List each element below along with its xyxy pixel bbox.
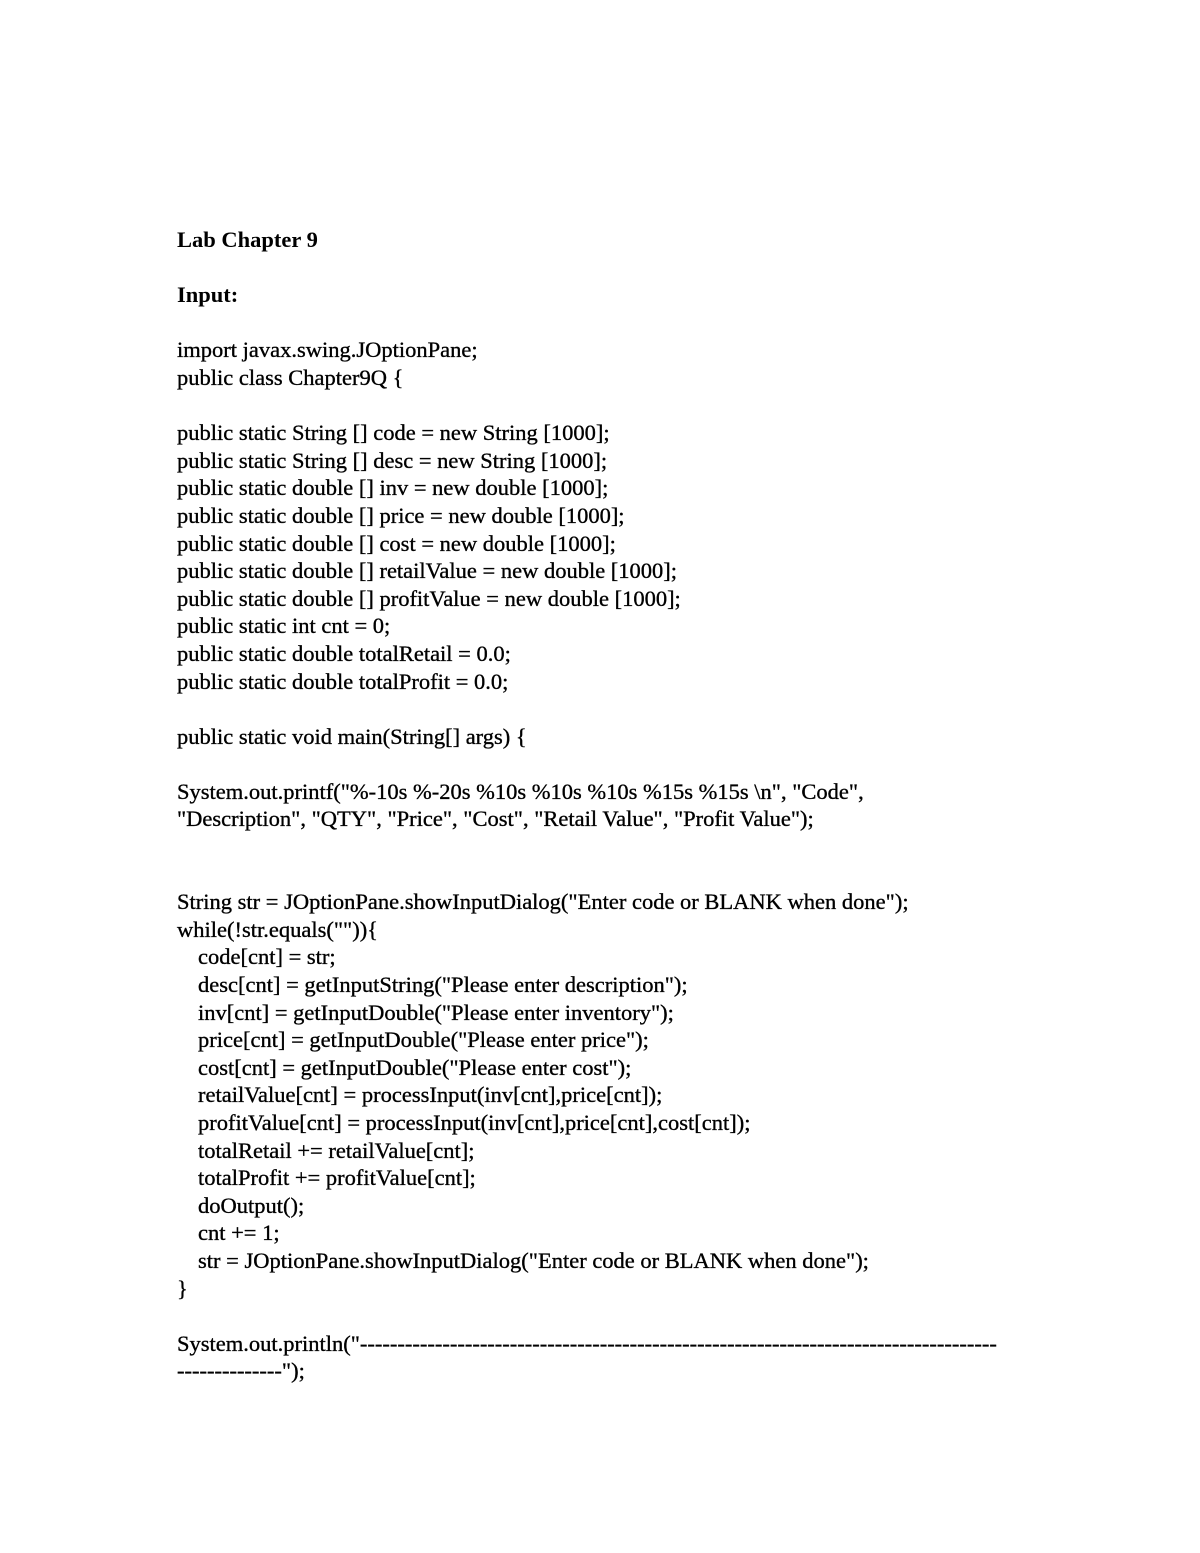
code-line: public static double [] price = new double [1000]; bbox=[177, 502, 625, 528]
code-line: cost[cnt] = getInputDouble("Please enter cost"); bbox=[198, 1054, 632, 1080]
code-line: cnt += 1; bbox=[198, 1220, 280, 1246]
spacer bbox=[177, 309, 1027, 337]
code-line: public static String [] desc = new String [1000]; bbox=[177, 447, 608, 473]
code-line: public static double [] cost = new double [1000]; bbox=[177, 530, 616, 556]
main-signature: public static void main(String[] args) { bbox=[177, 723, 527, 749]
code-line: totalRetail += retailValue[cnt]; bbox=[198, 1137, 475, 1163]
code-line: code[cnt] = str; bbox=[198, 944, 336, 970]
document-body bbox=[177, 226, 1027, 1385]
code-line: public static double totalRetail = 0.0; bbox=[177, 640, 511, 666]
code-line: retailValue[cnt] = processInput(inv[cnt],price[cnt]); bbox=[198, 1082, 663, 1108]
field-declarations bbox=[177, 419, 1027, 695]
code-line: public class Chapter9Q { bbox=[177, 364, 404, 390]
code-line: --------------"); bbox=[177, 1358, 305, 1384]
loop-body bbox=[177, 943, 1027, 1274]
code-line: public static String [] code = new String [1000]; bbox=[177, 420, 610, 446]
println-block bbox=[177, 1330, 1027, 1385]
document-title: Lab Chapter 9 bbox=[177, 227, 318, 252]
code-line: public static double [] profitValue = new double [1000]; bbox=[177, 585, 681, 611]
import-block bbox=[177, 336, 1027, 391]
section-label: Input: bbox=[177, 282, 239, 308]
printf-block bbox=[177, 778, 1027, 833]
code-line: desc[cnt] = getInputString("Please enter description"); bbox=[198, 972, 688, 998]
spacer bbox=[177, 750, 1027, 778]
input-prompt-line: String str = JOptionPane.showInputDialog("Enter code or BLANK when done"); bbox=[177, 889, 909, 915]
spacer bbox=[177, 254, 1027, 282]
while-header: while(!str.equals("")){ bbox=[177, 916, 378, 942]
code-line: System.out.printf("%-10s %-20s %10s %10s %10s %15s %15s \n", "Code", bbox=[177, 778, 864, 804]
code-line: doOutput(); bbox=[198, 1192, 305, 1218]
code-line: profitValue[cnt] = processInput(inv[cnt],price[cnt],cost[cnt]); bbox=[198, 1110, 751, 1135]
code-line: import javax.swing.JOptionPane; bbox=[177, 337, 478, 363]
code-line: "Description", "QTY", "Price", "Cost", "Retail Value", "Profit Value"); bbox=[177, 806, 814, 832]
code-line: str = JOptionPane.showInputDialog("Enter code or BLANK when done"); bbox=[198, 1247, 869, 1273]
code-line: public static double totalProfit = 0.0; bbox=[177, 668, 509, 694]
code-line: inv[cnt] = getInputDouble("Please enter inventory"); bbox=[198, 999, 674, 1025]
spacer bbox=[177, 1302, 1027, 1330]
spacer bbox=[177, 392, 1027, 420]
spacer bbox=[177, 695, 1027, 723]
code-line: public static double [] inv = new double [1000]; bbox=[177, 475, 609, 501]
code-line: public static int cnt = 0; bbox=[177, 613, 391, 639]
code-line: price[cnt] = getInputDouble("Please enter price"); bbox=[198, 1027, 649, 1053]
while-close: } bbox=[177, 1275, 188, 1301]
spacer bbox=[177, 833, 1027, 888]
code-line: System.out.println("------------------------------------------------------------------------------------- bbox=[177, 1330, 997, 1356]
code-line: public static double [] retailValue = new double [1000]; bbox=[177, 558, 678, 584]
code-line: totalProfit += profitValue[cnt]; bbox=[198, 1165, 476, 1191]
